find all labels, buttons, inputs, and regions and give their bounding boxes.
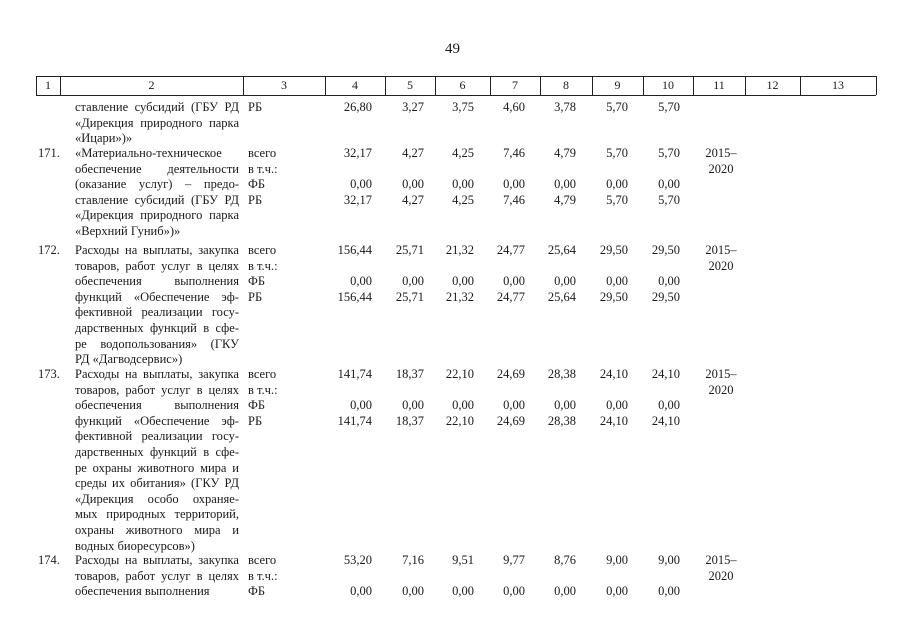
description-line: «Материально-техническое xyxy=(75,146,222,160)
description-line: обеспечение деятельности xyxy=(75,161,239,176)
amount-cell: 0,00 xyxy=(503,177,525,192)
header-cell: 11 xyxy=(713,78,725,92)
amount-cell: 0,00 xyxy=(503,398,525,413)
amount-cell: 5,70 xyxy=(606,192,628,207)
implementation-years: 2015– 2020 xyxy=(705,367,737,397)
amount-cell: 9,00 xyxy=(658,553,680,567)
description-line: обеспечения выполнения xyxy=(75,584,210,599)
amount-cell: 25,64 xyxy=(547,289,576,304)
description-line: мых природных территорий, xyxy=(75,507,239,522)
header-cell: 10 xyxy=(662,78,674,92)
description-line: обеспечения выполнения xyxy=(75,274,239,289)
financing-source: в т.ч.: xyxy=(248,568,278,583)
description-line: охраны животного мира и xyxy=(75,522,239,537)
header-column-divider xyxy=(876,76,877,95)
amount-cell: 28,38 xyxy=(547,367,576,381)
amount-cell: 29,50 xyxy=(599,243,628,257)
financing-source: в т.ч.: xyxy=(248,161,278,176)
amount-cell: 7,16 xyxy=(402,553,424,567)
amount-cell: 4,25 xyxy=(452,192,474,207)
amount-cell: 0,00 xyxy=(554,398,576,413)
financing-source: РБ xyxy=(248,100,263,114)
financing-source: ФБ xyxy=(248,274,266,289)
header-cell: 1 xyxy=(45,78,51,92)
row-description xyxy=(75,367,239,554)
amount-cell: 18,37 xyxy=(395,367,424,381)
amount-cell: 0,00 xyxy=(452,584,474,599)
description-line: фективной реализации госу- xyxy=(75,305,239,320)
amount-cell: 9,00 xyxy=(606,553,628,567)
description-line: функций «Обеспечение эф- xyxy=(75,413,239,428)
description-line: товаров, работ услуг в целях xyxy=(75,382,239,397)
header-cell: 6 xyxy=(459,78,466,92)
description-line: товаров, работ услуг в целях xyxy=(75,258,239,273)
amount-cell: 156,44 xyxy=(337,289,372,304)
amount-cell: 5,70 xyxy=(606,146,628,160)
financing-source: ФБ xyxy=(248,398,266,413)
header-top-rule xyxy=(36,76,876,77)
amount-cell: 0,00 xyxy=(554,274,576,289)
amount-cell: 4,79 xyxy=(554,146,576,160)
header-cell: 9 xyxy=(614,78,621,92)
amount-cell: 22,10 xyxy=(445,367,474,381)
amount-cell: 0,00 xyxy=(606,398,628,413)
description-line: дарственных функций в сфе- xyxy=(75,444,239,459)
header-cell: 2 xyxy=(148,78,155,92)
amount-cell: 29,50 xyxy=(599,289,628,304)
description-line: (оказание услуг) – предо- xyxy=(75,177,239,192)
amount-cell: 4,60 xyxy=(503,100,525,114)
description-line: ставление субсидий (ГБУ РД xyxy=(75,100,239,114)
amount-cell: 4,27 xyxy=(402,192,424,207)
row-description xyxy=(75,146,239,240)
amount-cell: 25,71 xyxy=(395,243,424,257)
amount-cell: 3,27 xyxy=(402,100,424,114)
header-cell: 4 xyxy=(352,78,358,92)
amount-cell: 24,69 xyxy=(496,367,525,381)
amount-cell: 22,10 xyxy=(445,413,474,428)
amount-cell: 9,51 xyxy=(452,553,474,567)
amount-cell: 141,74 xyxy=(337,413,372,428)
amount-cell: 24,10 xyxy=(651,413,680,428)
description-line: функций «Обеспечение эф- xyxy=(75,289,239,304)
row-index: 172. xyxy=(38,243,60,257)
financing-source: всего xyxy=(248,367,277,381)
description-line: ре охраны животного мира и xyxy=(75,460,239,475)
description-line: обеспечения выполнения xyxy=(75,398,239,413)
amount-cell: 32,17 xyxy=(343,146,372,160)
header-cell: 8 xyxy=(563,78,569,92)
amount-cell: 0,00 xyxy=(402,177,424,192)
financing-source: ФБ xyxy=(248,177,266,192)
financing-source: в т.ч.: xyxy=(248,382,278,397)
amount-cell: 21,32 xyxy=(445,289,474,304)
amount-cell: 0,00 xyxy=(606,177,628,192)
page-number: 49 xyxy=(445,41,460,57)
amount-cell: 29,50 xyxy=(651,289,680,304)
description-line: ре водопользования» (ГКУ xyxy=(75,336,239,351)
description-line: среды их обитания» (ГКУ РД xyxy=(75,476,239,491)
amount-cell: 24,77 xyxy=(496,243,525,257)
amount-cell: 5,70 xyxy=(658,146,680,160)
amount-cell: 8,76 xyxy=(554,553,576,567)
amount-cell: 0,00 xyxy=(606,274,628,289)
financing-source: РБ xyxy=(248,289,263,304)
amount-cell: 0,00 xyxy=(402,584,424,599)
financing-source: в т.ч.: xyxy=(248,258,278,273)
description-line: Расходы на выплаты, закупка xyxy=(75,367,239,381)
amount-cell: 4,79 xyxy=(554,192,576,207)
amount-cell: 4,27 xyxy=(402,146,424,160)
description-line: фективной реализации госу- xyxy=(75,429,239,444)
description-line: водных биоресурсов») xyxy=(75,538,195,553)
amount-cell: 24,77 xyxy=(496,289,525,304)
implementation-years: 2015– 2020 xyxy=(705,146,737,176)
row-index: 174. xyxy=(38,553,60,567)
amount-cell: 0,00 xyxy=(452,398,474,413)
amount-cell: 0,00 xyxy=(350,274,372,289)
header-cell: 12 xyxy=(766,78,779,92)
header-cell: 5 xyxy=(407,78,413,92)
amount-cell: 0,00 xyxy=(350,584,372,599)
implementation-years: 2015– 2020 xyxy=(705,243,737,273)
amount-cell: 0,00 xyxy=(350,177,372,192)
row-index: 173. xyxy=(38,367,60,381)
amount-cell: 156,44 xyxy=(337,243,372,257)
description-line: «Верхний Гуниб»)» xyxy=(75,223,181,238)
amount-cell: 0,00 xyxy=(350,398,372,413)
amount-cell: 0,00 xyxy=(503,274,525,289)
description-line: «Дирекция особо охраняе- xyxy=(75,491,239,506)
header-cell: 13 xyxy=(832,78,844,92)
amount-cell: 3,78 xyxy=(554,100,576,114)
amount-cell: 141,74 xyxy=(337,367,372,381)
description-line: товаров, работ услуг в целях xyxy=(75,568,239,583)
description-line: Расходы на выплаты, закупка xyxy=(75,243,239,257)
amount-cell: 5,70 xyxy=(658,100,680,114)
description-line: «Дирекция природного парка xyxy=(75,115,239,130)
amount-cell: 24,69 xyxy=(496,413,525,428)
amount-cell: 0,00 xyxy=(658,177,680,192)
financing-source: всего xyxy=(248,243,277,257)
description-line: Расходы на выплаты, закупка xyxy=(75,553,239,567)
amount-cell: 7,46 xyxy=(503,192,525,207)
amount-cell: 7,46 xyxy=(503,146,525,160)
amount-cell: 0,00 xyxy=(606,584,628,599)
description-line: РД «Дагводсервис») xyxy=(75,352,183,367)
amount-cell: 25,71 xyxy=(395,289,424,304)
amount-cell: 29,50 xyxy=(651,243,680,257)
description-line: «Дирекция природного парка xyxy=(75,208,239,223)
financing-source: всего xyxy=(248,146,277,160)
amount-cell: 21,32 xyxy=(445,243,474,257)
amount-cell: 0,00 xyxy=(658,398,680,413)
amount-cell: 0,00 xyxy=(402,398,424,413)
amount-cell: 0,00 xyxy=(554,177,576,192)
description-line: дарственных функций в сфе- xyxy=(75,320,239,335)
description-line: ставление субсидий (ГБУ РД xyxy=(75,192,239,207)
amount-cell: 9,77 xyxy=(503,553,525,567)
header-cell: 7 xyxy=(512,78,518,92)
amount-cell: 24,10 xyxy=(651,367,680,381)
amount-cell: 28,38 xyxy=(547,413,576,428)
financing-source: ФБ xyxy=(248,584,266,599)
amount-cell: 0,00 xyxy=(503,584,525,599)
row-description xyxy=(75,243,239,368)
amount-cell: 0,00 xyxy=(554,584,576,599)
amount-cell: 3,75 xyxy=(452,100,474,114)
amount-cell: 0,00 xyxy=(452,274,474,289)
financing-source: всего xyxy=(248,553,277,567)
amount-cell: 32,17 xyxy=(343,192,372,207)
amount-cell: 0,00 xyxy=(402,274,424,289)
financing-source: РБ xyxy=(248,192,263,207)
header-bottom-rule xyxy=(36,95,876,96)
amount-cell: 0,00 xyxy=(658,584,680,599)
amount-cell: 5,70 xyxy=(658,192,680,207)
amount-cell: 24,10 xyxy=(599,367,628,381)
amount-cell: 25,64 xyxy=(547,243,576,257)
amount-cell: 5,70 xyxy=(606,100,628,114)
amount-cell: 26,80 xyxy=(343,100,372,114)
amount-cell: 0,00 xyxy=(452,177,474,192)
header-cell: 3 xyxy=(281,78,287,92)
amount-cell: 24,10 xyxy=(599,413,628,428)
amount-cell: 0,00 xyxy=(658,274,680,289)
description-line: «Ицари»)» xyxy=(75,131,133,146)
amount-cell: 18,37 xyxy=(395,413,424,428)
financing-source: РБ xyxy=(248,413,263,428)
row-description xyxy=(75,553,239,600)
amount-cell: 53,20 xyxy=(343,553,372,567)
row-description xyxy=(75,100,239,147)
implementation-years: 2015– 2020 xyxy=(705,553,737,583)
row-index: 171. xyxy=(38,146,60,160)
amount-cell: 4,25 xyxy=(452,146,474,160)
